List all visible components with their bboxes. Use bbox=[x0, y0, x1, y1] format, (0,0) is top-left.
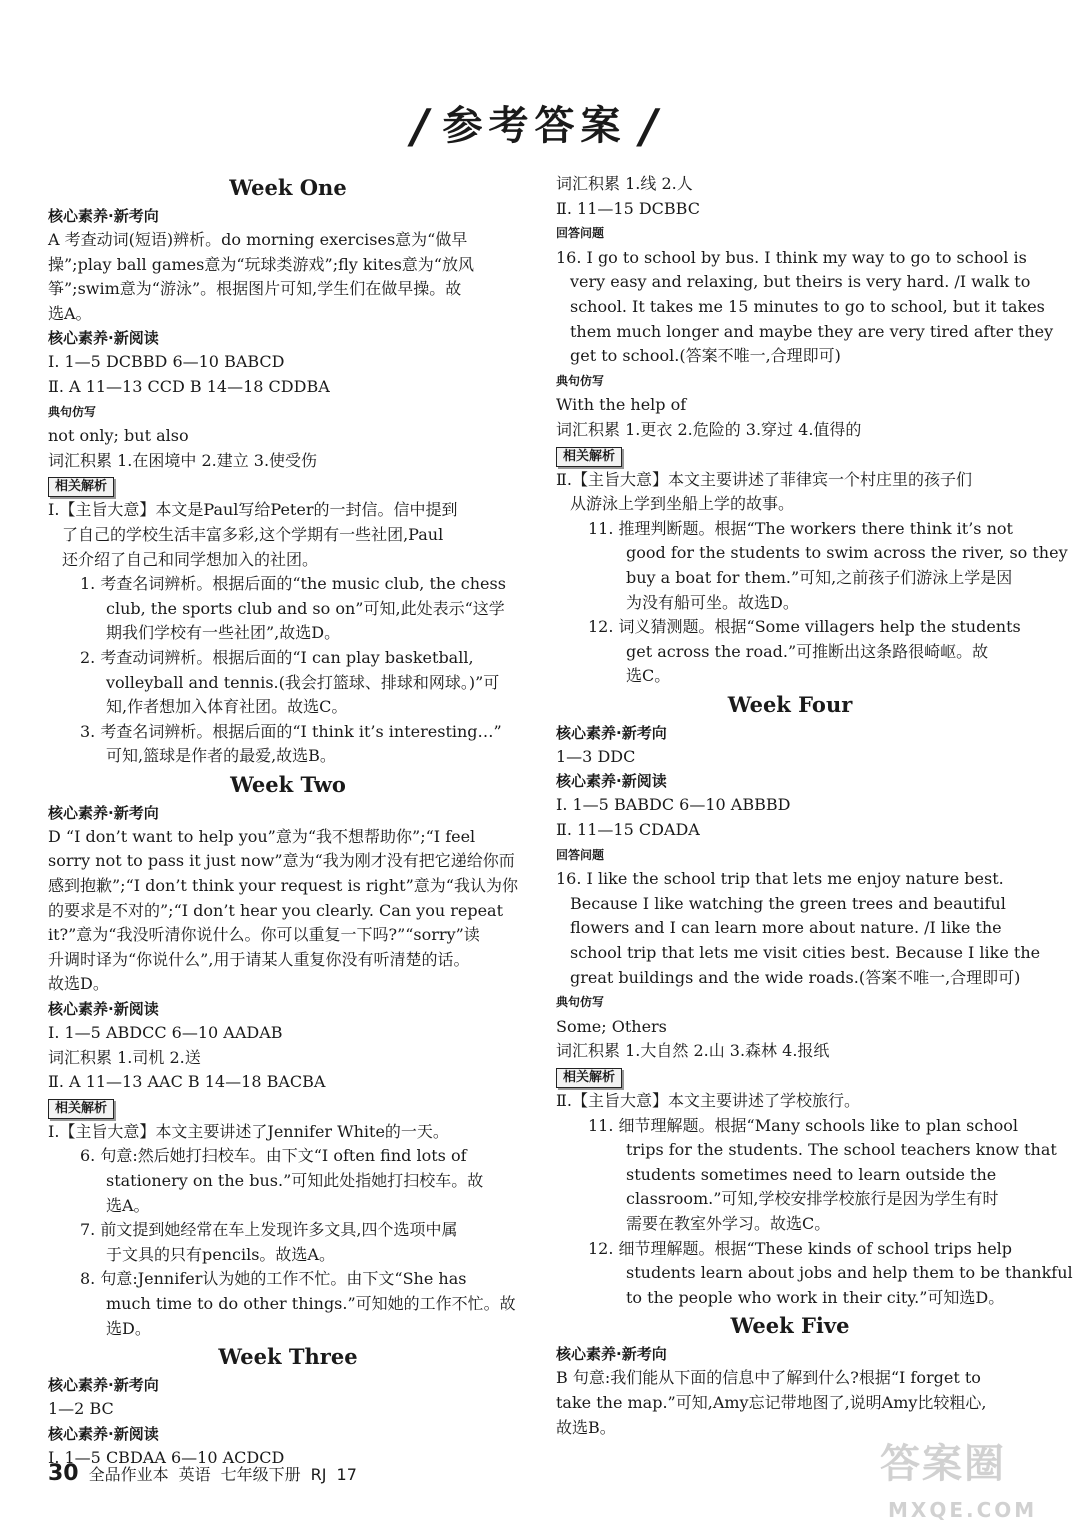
answer-line: classroom.”可知,学校安排学校旅行是因为学生有时 bbox=[626, 1189, 999, 1209]
answer-line: stationery on the bus.”可知此处指她打扫校车。故 bbox=[106, 1171, 484, 1190]
answer-line: 了自己的学校生活丰富多彩,这个学期有一些社团,Paul bbox=[62, 524, 444, 544]
answer-line: 筝”;swim意为“游泳”。根据图片可知,学生们在做早操。故 bbox=[48, 279, 462, 299]
answer-line: 1. 考查名词辨析。根据后面的“the music club, the chess bbox=[80, 574, 506, 594]
answer-line: 1—3 DDC bbox=[556, 746, 636, 766]
answer-line: 词汇积累 1.线 2.人 bbox=[556, 174, 693, 193]
answer-line: 12. 细节理解题。根据“These kinds of school trips help bbox=[588, 1238, 1013, 1258]
answer-line: much time to do other things.”可知她的工作不忙。故 bbox=[106, 1293, 516, 1313]
answer-line: 选A。 bbox=[106, 1195, 150, 1215]
page-title bbox=[0, 98, 1069, 154]
footer-grade: 七年级下册 bbox=[220, 1465, 301, 1484]
answer-line: Ⅰ.【主旨大意】本文是Paul写给Peter的一封信。信中提到 bbox=[48, 500, 458, 520]
right-column bbox=[556, 172, 1073, 1440]
section-heading: 核心素养·新阅读 bbox=[556, 772, 667, 791]
footer-code: 17 bbox=[336, 1465, 357, 1484]
footer-book: 全品作业本 bbox=[88, 1465, 169, 1484]
section-heading: 核心素养·新考向 bbox=[48, 1376, 159, 1395]
answer-line: Ⅱ.【主旨大意】本文主要讲述了菲律宾一个村庄里的孩子们 bbox=[556, 469, 972, 489]
answer-line: 1—2 BC bbox=[48, 1399, 114, 1419]
answer-line: volleyball and tennis.(我会打篮球、排球和网球。)”可 bbox=[106, 672, 500, 692]
answer-line: 操”;play ball games意为“玩球类游戏”;fly kites意为“放风 bbox=[48, 254, 474, 274]
answer-line: 2. 考查动词辨析。根据后面的“I can play basketball, bbox=[80, 647, 474, 667]
answer-line: D “I don’t want to help you”意为“我不想帮助你”;“I feel bbox=[48, 826, 476, 846]
answer-line: 期我们学校有一些社团”,故选D。 bbox=[106, 623, 341, 643]
answer-line: sorry not to pass it just now”意为“我为刚才没有把它递给你而 bbox=[48, 851, 515, 871]
footer-edition: RJ bbox=[310, 1465, 327, 1484]
answer-line: 于文具的只有pencils。故选A。 bbox=[106, 1244, 335, 1264]
answer-line: 可知,篮球是作者的最爱,故选B。 bbox=[106, 746, 336, 766]
answer-line: 选D。 bbox=[106, 1318, 151, 1338]
answer-line: get to school.(答案不唯一,合理即可) bbox=[570, 346, 841, 366]
answer-line: Some; Others bbox=[556, 1016, 667, 1036]
answer-line: 故选B。 bbox=[556, 1417, 616, 1437]
answer-line: great buildings and the wide roads.(答案不唯一,合理即可) bbox=[570, 967, 1021, 987]
week-heading: Week Two bbox=[230, 771, 346, 797]
analysis-tag: 相关解析 bbox=[48, 477, 114, 497]
answer-line: 为没有船可坐。故选D。 bbox=[626, 592, 799, 612]
answer-line: B 句意:我们能从下面的信息中了解到什么?根据“I forget to bbox=[556, 1368, 981, 1388]
answer-line: Ⅰ. 1—5 DCBBD 6—10 BABCD bbox=[48, 352, 285, 372]
answer-line: 11. 推理判断题。根据“The workers there think it’s not bbox=[588, 518, 1013, 538]
answer-line: Ⅱ. 11—15 DCBBC bbox=[556, 198, 700, 218]
answer-line: them much longer and maybe they are very tired after they bbox=[570, 321, 1054, 341]
answer-line: 12. 词义猜测题。根据“Some villagers help the students bbox=[588, 617, 1021, 637]
answer-line: it?”意为“我没听清你说什么。你可以重复一下吗?”“sorry”读 bbox=[48, 925, 480, 945]
title-text: 参考答案 bbox=[442, 102, 627, 149]
answer-line: 词汇积累 1.司机 2.送 bbox=[48, 1047, 201, 1067]
answer-line: trips for the students. The school teachers know that bbox=[626, 1140, 1057, 1160]
analysis-tag: 相关解析 bbox=[556, 1068, 622, 1088]
answer-line: Because I like watching the green trees and beautiful bbox=[570, 893, 1006, 913]
answer-line: take the map.”可知,Amy忘记带地图了,说明Amy比较粗心, bbox=[556, 1392, 987, 1412]
answer-line: Ⅱ. A 11—13 CCD B 14—18 CDDBA bbox=[48, 376, 330, 396]
watermark-logo bbox=[880, 1441, 1052, 1524]
answer-line: 知,作者想加入体育社团。故选C。 bbox=[106, 697, 348, 717]
section-tag-row bbox=[556, 1064, 1024, 1089]
week-heading: Week One bbox=[229, 175, 347, 200]
answer-line: not only; but also bbox=[48, 426, 189, 446]
answer-line: Ⅱ.【主旨大意】本文主要讲述了学校旅行。 bbox=[556, 1091, 860, 1110]
analysis-tag: 相关解析 bbox=[556, 447, 622, 467]
answer-line: 词汇积累 1.在困境中 2.建立 3.使受伤 bbox=[48, 450, 318, 470]
subsection-label: 回答问题 bbox=[556, 226, 605, 241]
answer-line: 还介绍了自己和同学想加入的社团。 bbox=[62, 549, 319, 569]
answer-line: 升调时译为“你说什么”,用于请某人重复你没有听清楚的话。 bbox=[48, 949, 470, 969]
section-heading: 核心素养·新考向 bbox=[556, 723, 667, 742]
answer-line: 3. 考查名词辨析。根据后面的“I think it’s interesting…” bbox=[80, 721, 502, 741]
answer-line: 从游泳上学到坐船上学的故事。 bbox=[570, 494, 795, 514]
answer-line: 选A。 bbox=[48, 303, 92, 323]
answer-line: With the help of bbox=[556, 395, 687, 415]
week-heading: Week Four bbox=[727, 691, 853, 717]
title-slash-left: / bbox=[411, 98, 429, 153]
footer-subject: 英语 bbox=[178, 1465, 211, 1484]
analysis-tag: 相关解析 bbox=[48, 1099, 114, 1119]
answer-line: Ⅰ. 1—5 CBDAA 6—10 ACDCD bbox=[48, 1447, 285, 1467]
answer-line: Ⅰ. 1—5 ABDCC 6—10 AADAB bbox=[48, 1023, 283, 1043]
section-heading: 核心素养·新阅读 bbox=[48, 1424, 159, 1443]
subsection-label: 典句仿写 bbox=[556, 995, 605, 1010]
answer-line: 选C。 bbox=[626, 666, 671, 686]
answer-line: students sometimes need to learn outside the bbox=[626, 1164, 997, 1184]
answer-line: 故选D。 bbox=[48, 974, 109, 994]
answer-line: club, the sports club and so on”可知,此处表示“这学 bbox=[106, 598, 505, 618]
page-footer bbox=[48, 1462, 357, 1492]
answer-line: flowers and I can learn more about nature. /I like the bbox=[570, 918, 1002, 938]
section-heading: 核心素养·新阅读 bbox=[48, 1000, 159, 1019]
answer-line: 8. 句意:Jennifer认为她的工作不忙。由下文“She has bbox=[80, 1269, 467, 1289]
page-number: 30 bbox=[48, 1461, 79, 1486]
left-column bbox=[48, 172, 528, 1470]
week-heading: Week Five bbox=[730, 1313, 850, 1339]
section-tag-row bbox=[48, 1095, 528, 1120]
answer-line: 16. I go to school by bus. I think my way to go to school is bbox=[556, 247, 1027, 267]
answer-line: 需要在教室外学习。故选C。 bbox=[626, 1213, 831, 1233]
answer-line: get across the road.”可推断出这条路很崎岖。故 bbox=[626, 641, 989, 661]
week-heading: Week Three bbox=[218, 1344, 358, 1370]
answer-line: 词汇积累 1.更衣 2.危险的 3.穿过 4.值得的 bbox=[556, 419, 862, 439]
title-slash-right: / bbox=[640, 98, 658, 153]
answer-line: 感到抱歉”;“I don’t think your request is right”意为“我认为你 bbox=[48, 876, 518, 896]
watermark-url: MXQE.COM bbox=[888, 1498, 1038, 1522]
answer-line: Ⅱ. A 11—13 AAC B 14—18 BACBA bbox=[48, 1072, 326, 1092]
answer-line: A 考查动词(短语)辨析。do morning exercises意为“做早 bbox=[48, 230, 468, 249]
section-heading: 核心素养·新考向 bbox=[556, 1345, 667, 1364]
subsection-label: 典句仿写 bbox=[556, 373, 605, 388]
section-tag-row bbox=[556, 443, 1024, 468]
answer-line: 词汇积累 1.大自然 2.山 3.森林 4.报纸 bbox=[556, 1041, 830, 1061]
answer-line: Ⅰ.【主旨大意】本文主要讲述了Jennifer White的一天。 bbox=[48, 1121, 449, 1141]
watermark-text: 答案圈 bbox=[880, 1441, 1006, 1487]
answer-line: to the people who work in their city.”可知选D。 bbox=[626, 1287, 1005, 1307]
answer-line: 11. 细节理解题。根据“Many schools like to plan school bbox=[588, 1115, 1019, 1135]
answer-line: Ⅰ. 1—5 BABDC 6—10 ABBBD bbox=[556, 795, 791, 815]
answer-line: 16. I like the school trip that lets me enjoy nature best. bbox=[556, 869, 1004, 889]
subsection-label: 回答问题 bbox=[556, 847, 605, 862]
section-heading: 核心素养·新考向 bbox=[48, 207, 159, 225]
answer-line: school trip that lets me visit cities best. Because I like the bbox=[570, 943, 1041, 963]
answer-line: Ⅱ. 11—15 CDADA bbox=[556, 820, 700, 840]
answer-line: 的要求是不对的”;“I don’t hear you clearly. Can you repeat bbox=[48, 900, 504, 920]
answer-line: 7. 前文提到她经常在车上发现许多文具,四个选项中属 bbox=[80, 1220, 458, 1240]
answer-line: school. It takes me 15 minutes to go to school, but it takes bbox=[570, 296, 1045, 316]
answer-line: 6. 句意:然后她打扫校车。由下文“I often find lots of bbox=[80, 1146, 467, 1166]
subsection-label: 典句仿写 bbox=[48, 404, 97, 419]
answer-line: very easy and relaxing, but theirs is very hard. /I walk to bbox=[570, 272, 1031, 292]
answer-line: good for the students to swim across the river, so they bbox=[626, 543, 1068, 563]
section-tag-row bbox=[48, 473, 528, 498]
answer-line: buy a boat for them.”可知,之前孩子们游泳上学是因 bbox=[626, 567, 1013, 587]
section-heading: 核心素养·新阅读 bbox=[48, 329, 159, 348]
answer-line: students learn about jobs and help them to be thankful bbox=[626, 1263, 1073, 1283]
section-heading: 核心素养·新考向 bbox=[48, 803, 159, 822]
